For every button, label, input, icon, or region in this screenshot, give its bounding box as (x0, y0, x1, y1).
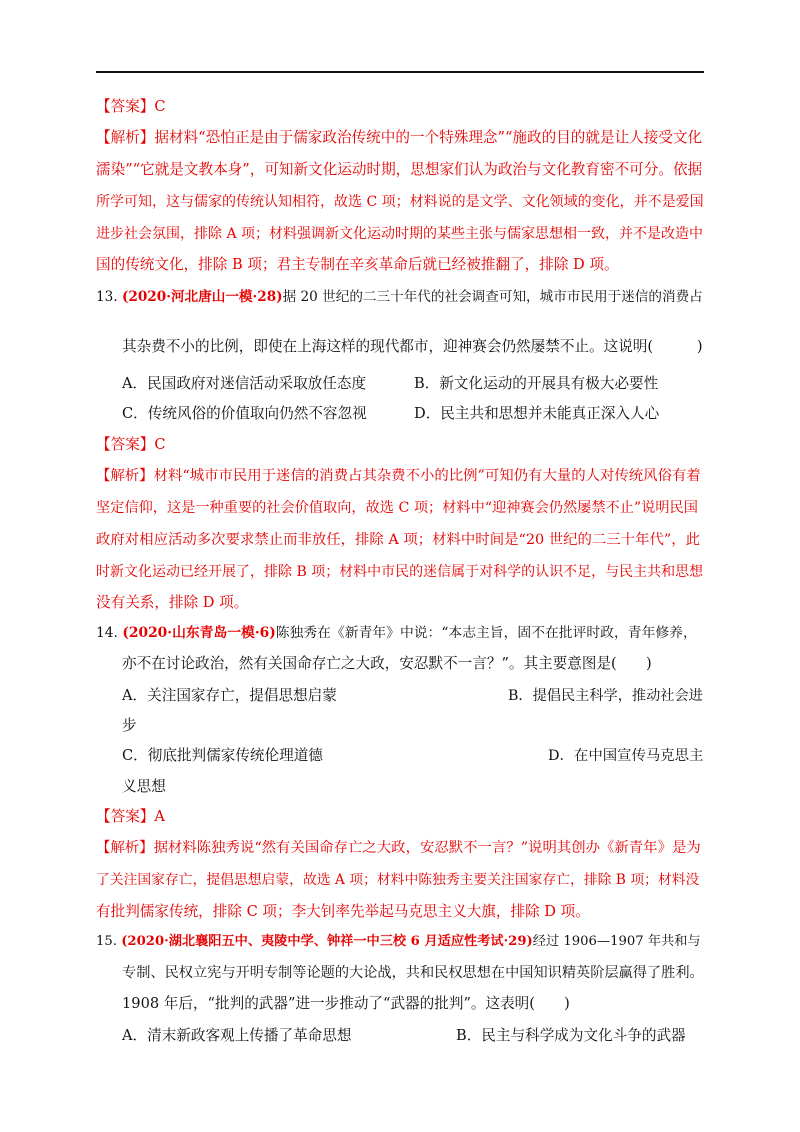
q14-option-b-cont: 步 (122, 717, 137, 734)
q13-answer (96, 435, 704, 455)
q13-option-a[interactable]: A．民国政府对迷信活动采取放任态度 (122, 375, 367, 392)
q12-analysis-line-4: 进步社会氛围，排除 A 项；材料强调新文化运动时期的某些主张与儒家思想相一致，并不是改造中 (96, 226, 704, 242)
q13-stem-line-1 (96, 287, 704, 307)
q12-analysis-line-1 (96, 128, 704, 148)
q12-answer-value: C (154, 98, 166, 115)
q14-option-b[interactable]: B．提倡民主科学，推动社会进 (508, 688, 703, 704)
q14-answer-value: A (154, 808, 165, 825)
q13-analysis-line-4: 时新文化运动已经开展了，排除 B 项；材料中市民的迷信属于对科学的认识不足，与民主共和思想 (96, 564, 704, 580)
q14-analysis-line-1 (96, 838, 704, 858)
q12-analysis-label: 【解析】 (96, 129, 155, 146)
q14-analysis-text-1: 据材料陈独秀说“然有关国命存亡之大政，安忍默不一言？”说明其创办《新青年》是为 (153, 840, 701, 856)
q12-analysis-line-3: 所学可知，这与儒家的传统认知相符，故选 C 项；材料说的是文学、文化领域的变化，并不是爱国 (96, 194, 704, 210)
q14-option-c[interactable]: C．彻底批判儒家传统伦理道德 (122, 747, 323, 764)
q12-answer (96, 97, 704, 117)
q13-option-c[interactable]: C．传统风俗的价值取向仍然不容忽视 (122, 405, 367, 422)
q14-stem-text-1: 陈独秀在《新青年》中说：“本志主旨，固不在批评时政，青年修养， (275, 625, 697, 641)
q14-option-a[interactable]: A．关注国家存亡，提倡思想启蒙 (122, 687, 337, 704)
q14-answer (96, 807, 704, 827)
q14-number: 14. (96, 625, 118, 641)
q14-option-d[interactable]: D．在中国宣传马克思主 (548, 748, 704, 764)
q15-number: 15. (96, 934, 117, 949)
q13-analysis-line-3: 政府对相应活动多次要求禁止而非放任，排除 A 项；材料中时间是“20 世纪的二三十年代”，此 (96, 532, 700, 548)
q13-stem-line-2: 其杂费不小的比例，即使在上海这样的现代都市，迎神赛会仍然屡禁不止。这说明( ) (122, 338, 703, 355)
q14-option-d-cont: 义思想 (122, 778, 166, 795)
q12-analysis-text-1: 据材料“恐怕正是由于儒家政治传统中的一个特殊理念”“施政的目的就是让人接受文化 (154, 129, 703, 146)
q13-answer-label: 【答案】 (96, 436, 155, 453)
header-rule (96, 71, 704, 73)
q13-analysis-line-2: 坚定信仰，这是一种重要的社会价值取向，故选 C 项；材料中“迎神赛会仍然屡禁不止”说明民国 (96, 500, 698, 516)
q12-analysis-line-2: 濡染”“它就是文教本身”，可知新文化运动时期，思想家们认为政治与文化教育密不可分。依据 (96, 161, 703, 178)
q13-analysis-label: 【解析】 (96, 468, 154, 484)
q14-answer-label: 【答案】 (96, 808, 155, 825)
q13-number: 13. (96, 289, 118, 305)
q15-source: (2020·湖北襄阳五中、夷陵中学、钟祥一中三校 6 月适应性考试·29) (121, 934, 533, 949)
q15-stem-line-3: 1908 年后，“批判的武器”进一步推动了“武器的批判”。这表明( ) (122, 995, 570, 1012)
q15-stem-line-2: 专制、民权立宪与开明专制等论题的大论战，共和民权思想在中国知识精英阶层赢得了胜利。 (122, 965, 704, 981)
q13-stem-text-1: 据 20 世纪的二三十年代的社会调查可知，城市市民用于迷信的消费占 (282, 289, 703, 305)
q13-option-d[interactable]: D．民主共和思想并未能真正深入人心 (414, 405, 660, 422)
q13-analysis-line-1 (96, 466, 704, 486)
q14-stem-line-1 (96, 623, 704, 643)
q15-option-b[interactable]: B．民主与科学成为文化斗争的武器 (456, 1027, 686, 1044)
q12-answer-label: 【答案】 (96, 98, 155, 115)
q15-stem-line-1 (96, 932, 704, 952)
q12-analysis-line-5: 国的传统文化，排除 B 项；君主专制在辛亥革命后就已经被推翻了，排除 D 项。 (96, 256, 619, 273)
q13-analysis-text-1: 材料“城市市民用于迷信的消费占其杂费不小的比例”可知仍有大量的人对传统风俗有着 (153, 468, 701, 484)
q14-analysis-line-3: 有批判儒家传统，排除 C 项；李大钊率先举起马克思主义大旗，排除 D 项。 (96, 903, 590, 920)
q15-option-a[interactable]: A．清末新政客观上传播了革命思想 (122, 1027, 352, 1044)
q13-analysis-line-5: 没有关系，排除 D 项。 (96, 594, 249, 611)
q15-stem-text-1: 经过 1906—1907 年共和与 (532, 934, 701, 949)
q14-stem-line-2: 亦不在讨论政治，然有关国命存亡之大政，安忍默不一言？”。其主要意图是( ) (122, 655, 652, 672)
q14-analysis-line-2: 了关注国家存亡，提倡思想启蒙，故选 A 项；材料中陈独秀主要关注国家存亡，排除 B 项；材料没 (96, 872, 700, 888)
q13-answer-value: C (154, 436, 166, 453)
q13-source: (2020·河北唐山一模·28) (121, 289, 283, 305)
q14-source: (2020·山东青岛一模·6) (122, 625, 276, 641)
q13-option-b[interactable]: B．新文化运动的开展具有极大必要性 (414, 375, 659, 392)
q14-analysis-label: 【解析】 (96, 840, 154, 856)
